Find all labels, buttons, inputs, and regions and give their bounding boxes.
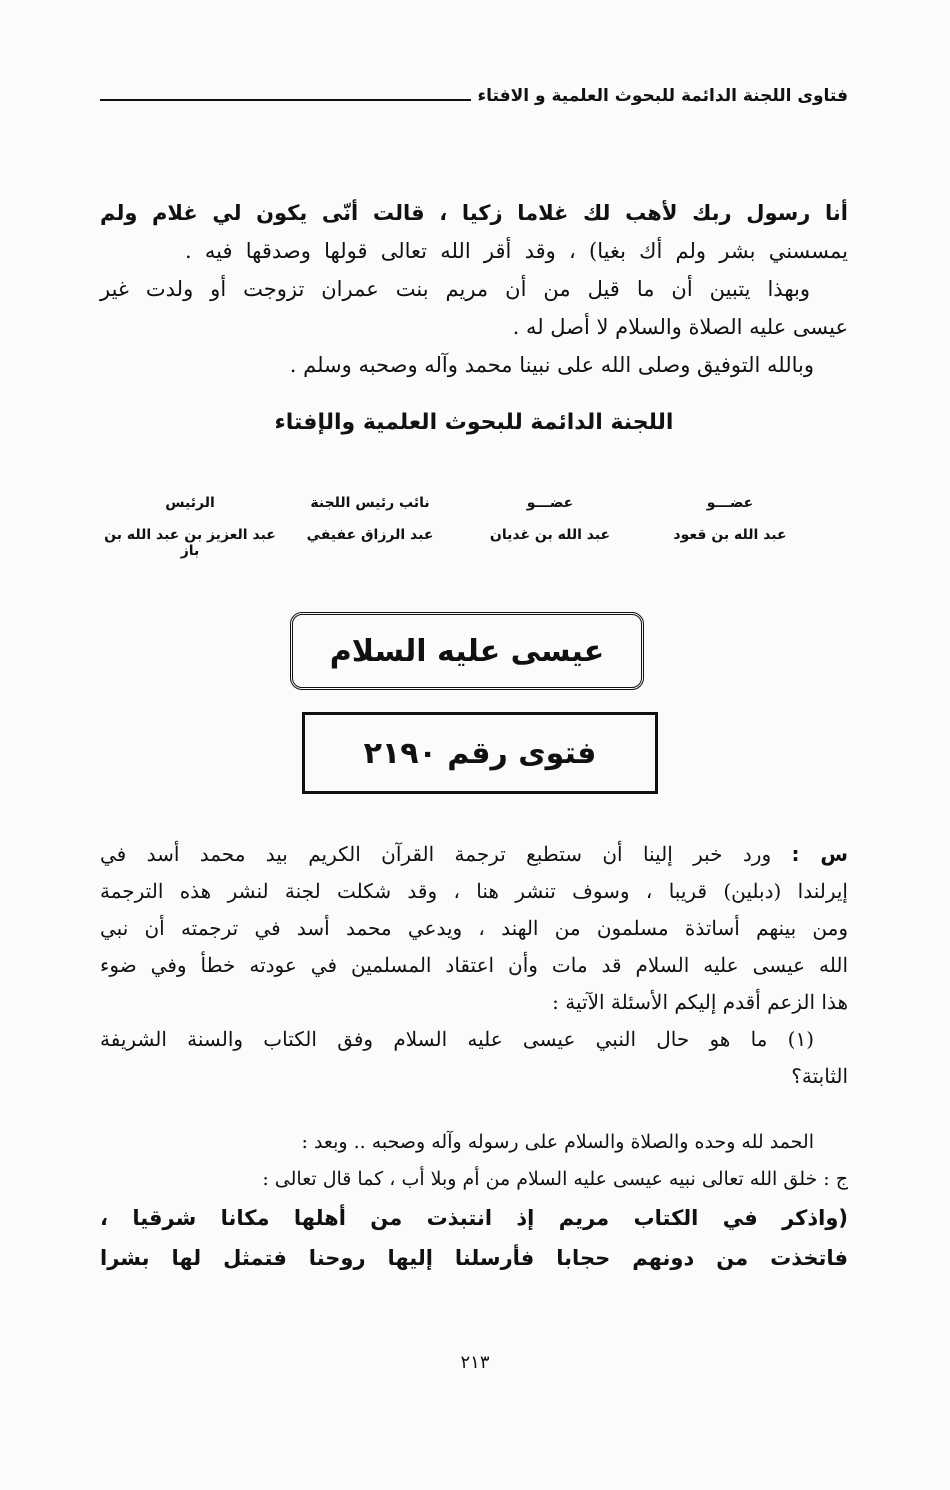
question-label: س : [791,842,848,866]
text-line [100,836,848,873]
text-line: (١) ما هو حال النبي عيسى عليه السلام وفق الكتاب والسنة الشريفة [100,1027,814,1051]
text-line: الله عيسى عليه السلام قد مات وأن اعتقاد المسلمين في عودته خطأ وفي ضوء [100,953,848,977]
signature-name: عبد الله بن غديان [489,527,611,543]
text-line: الثابتة؟ [791,1064,848,1088]
topic-title: عيسى عليه السلام [329,633,605,669]
text-line: يمسسني بشر ولم أك بغيا) ، وقد أقر الله تعالى قولها وصدقها فيه . [185,239,848,263]
text-line: عيسى عليه الصلاة والسلام لا أصل له . [512,315,848,339]
text-line: وبهذا يتبين أن ما قيل من أن مريم بنت عمران تزوجت أو ولدت غير [100,277,810,301]
text-line: هذا الزعم أقدم إليكم الأسئلة الآتية : [552,990,848,1014]
signature-role: نائب رئيس اللجنة [310,495,430,511]
text-line: الحمد لله وحده والصلاة والسلام على رسوله وآله وصحبه .. وبعد : [301,1131,814,1153]
header-rule [100,99,471,101]
signature-name: عبد العزيز بن عبد الله بن باز [104,527,276,559]
text-line: إيرلندا (دبلين) قريبا ، وسوف تنشر هنا ، وقد شكلت لجنة لنشر هذه الترجمة [100,879,848,903]
text-line: وبالله التوفيق وصلى الله على نبينا محمد وآله وصحبه وسلم . [289,353,814,377]
running-header [100,86,848,106]
signature-name: عبد الله بن قعود [673,527,787,543]
topic-title-box [290,612,644,690]
text-line: فاتخذت من دونهم حجابا فأرسلنا إليها روحنا فتمثل لها بشرا [100,1246,848,1270]
question-paragraph [100,836,848,1095]
answer-paragraph [100,1124,848,1278]
signature-block [100,495,820,565]
signature-role: الرئيس [165,495,215,511]
text-line: (واذكر في الكتاب مريم إذ انتبذت من أهلها مكانا شرقيا ، [100,1206,848,1230]
committee-name: اللجنة الدائمة للبحوث العلمية والإفتاء [274,410,674,435]
text-line: أنا رسول ربك لأهب لك غلاما زكيا ، قالت أنّى يكون لي غلام ولم [100,201,848,225]
signature-role: عضـــو [706,495,754,511]
signature-role: عضـــو [526,495,574,511]
text-line: ج : خلق الله تعالى نبيه عيسى عليه السلام من أم وبلا أب ، كما قال تعالى : [262,1168,848,1190]
paragraph-top [100,194,848,384]
text-line: ومن بينهم أساتذة مسلمون من الهند ، ويدعي محمد أسد في ترجمته أن نبي [100,916,849,940]
fatwa-title: فتوى رقم ٢١٩٠ [363,735,597,771]
page-number: ٢١٣ [460,1352,490,1373]
fatwa-number-box [302,712,658,794]
question-text: ورد خبر إلينا أن ستطبع ترجمة القرآن الكريم بيد محمد أسد في [100,842,772,866]
running-header-title: فتاوى اللجنة الدائمة للبحوث العلمية و الافتاء [477,86,848,106]
signature-name: عبد الرزاق عفيفي [306,527,434,543]
